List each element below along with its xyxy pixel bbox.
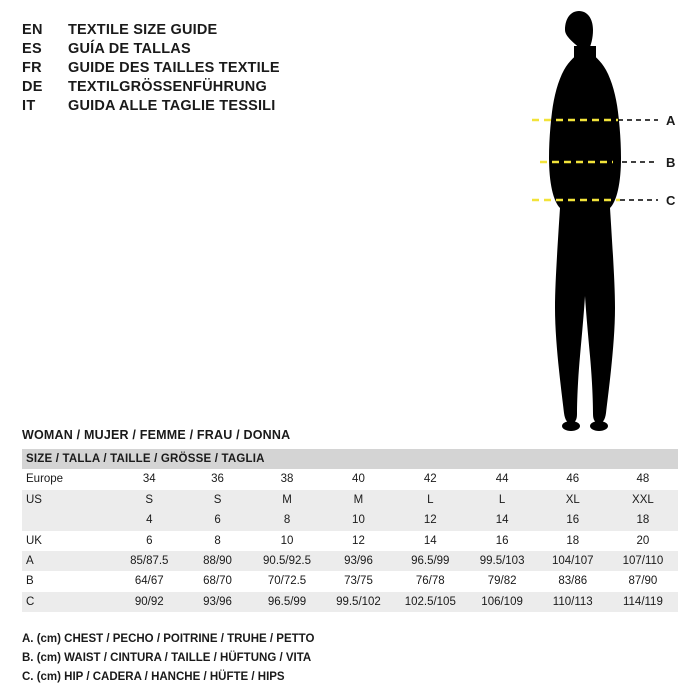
- cell: 14: [467, 510, 538, 530]
- cell: 107/110: [608, 551, 678, 571]
- title-lang-code: FR: [22, 60, 42, 76]
- female-silhouette-figure: [470, 8, 700, 438]
- table-header-label: SIZE / TALLA / TAILLE / GRÖSSE / TAGLIA: [22, 449, 678, 469]
- cell: L: [394, 490, 467, 510]
- cell: S: [115, 490, 184, 510]
- cell: 12: [394, 510, 467, 530]
- row-label: US: [22, 490, 115, 510]
- cell: 96.5/99: [394, 551, 467, 571]
- cell: 83/86: [538, 571, 608, 591]
- title-lang-code: IT: [22, 98, 36, 114]
- title-text: GUIDE DES TAILLES TEXTILE: [68, 60, 280, 76]
- cell: 114/119: [608, 592, 678, 612]
- title-row: [22, 98, 452, 114]
- cell: 110/113: [538, 592, 608, 612]
- title-text: TEXTILGRÖSSENFÜHRUNG: [68, 79, 267, 95]
- cell: 102.5/105: [394, 592, 467, 612]
- table-row: [22, 551, 678, 571]
- row-label: B: [22, 571, 115, 591]
- title-block: [22, 22, 452, 117]
- cell: 18: [608, 510, 678, 530]
- cell: M: [323, 490, 394, 510]
- cell: 34: [115, 469, 184, 489]
- cell: 99.5/102: [323, 592, 394, 612]
- cell: 90/92: [115, 592, 184, 612]
- cell: 20: [608, 531, 678, 551]
- legend-item-a: A. (cm) CHEST / PECHO / POITRINE / TRUHE / PETTO: [22, 633, 315, 645]
- title-row: [22, 79, 452, 95]
- table-row: [22, 531, 678, 551]
- cell: 96.5/99: [251, 592, 323, 612]
- marker-label-c: C: [666, 193, 676, 208]
- cell: 16: [467, 531, 538, 551]
- cell: 87/90: [608, 571, 678, 591]
- cell: L: [467, 490, 538, 510]
- title-text: TEXTILE SIZE GUIDE: [68, 22, 218, 38]
- cell: 85/87.5: [115, 551, 184, 571]
- cell: 14: [394, 531, 467, 551]
- size-table: [22, 449, 678, 612]
- cell: 70/72.5: [251, 571, 323, 591]
- cell: S: [184, 490, 251, 510]
- row-label: [22, 510, 115, 530]
- cell: XXL: [608, 490, 678, 510]
- title-row: [22, 41, 452, 57]
- table-row: [22, 510, 678, 530]
- cell: 6: [184, 510, 251, 530]
- cell: M: [251, 490, 323, 510]
- table-row: [22, 469, 678, 489]
- cell: 40: [323, 469, 394, 489]
- title-lang-code: EN: [22, 22, 43, 38]
- cell: 88/90: [184, 551, 251, 571]
- measurement-legend: [22, 630, 492, 687]
- silhouette-icon: [549, 11, 621, 431]
- table-caption: WOMAN / MUJER / FEMME / FRAU / DONNA: [22, 428, 291, 442]
- table-header-row: [22, 449, 678, 469]
- cell: 90.5/92.5: [251, 551, 323, 571]
- title-row: [22, 60, 452, 76]
- title-lang-code: ES: [22, 41, 42, 57]
- row-label: A: [22, 551, 115, 571]
- row-label: Europe: [22, 469, 115, 489]
- row-label: C: [22, 592, 115, 612]
- cell: 44: [467, 469, 538, 489]
- cell: 104/107: [538, 551, 608, 571]
- cell: 76/78: [394, 571, 467, 591]
- table-row: [22, 592, 678, 612]
- legend-item-c: C. (cm) HIP / CADERA / HANCHE / HÜFTE / HIPS: [22, 670, 285, 683]
- size-table-area: [22, 428, 678, 612]
- cell: 4: [115, 510, 184, 530]
- cell: 10: [251, 531, 323, 551]
- cell: 79/82: [467, 571, 538, 591]
- row-label: UK: [22, 531, 115, 551]
- cell: 42: [394, 469, 467, 489]
- marker-label-b: B: [666, 155, 676, 170]
- cell: 68/70: [184, 571, 251, 591]
- cell: 99.5/103: [467, 551, 538, 571]
- cell: 64/67: [115, 571, 184, 591]
- cell: 38: [251, 469, 323, 489]
- table-row: [22, 490, 678, 510]
- cell: 16: [538, 510, 608, 530]
- cell: 10: [323, 510, 394, 530]
- cell: 93/96: [184, 592, 251, 612]
- marker-label-a: A: [666, 113, 676, 128]
- table-row: [22, 571, 678, 591]
- cell: 6: [115, 531, 184, 551]
- cell: 48: [608, 469, 678, 489]
- cell: XL: [538, 490, 608, 510]
- cell: 106/109: [467, 592, 538, 612]
- title-lang-code: DE: [22, 79, 43, 95]
- cell: 46: [538, 469, 608, 489]
- cell: 8: [251, 510, 323, 530]
- cell: 93/96: [323, 551, 394, 571]
- cell: 12: [323, 531, 394, 551]
- legend-item-b: B. (cm) WAIST / CINTURA / TAILLE / HÜFTUNG / VITA: [22, 651, 312, 664]
- cell: 8: [184, 531, 251, 551]
- title-text: GUIDA ALLE TAGLIE TESSILI: [68, 98, 276, 114]
- title-text: GUÍA DE TALLAS: [68, 41, 191, 57]
- cell: 36: [184, 469, 251, 489]
- cell: 18: [538, 531, 608, 551]
- cell: 73/75: [323, 571, 394, 591]
- title-row: [22, 22, 452, 38]
